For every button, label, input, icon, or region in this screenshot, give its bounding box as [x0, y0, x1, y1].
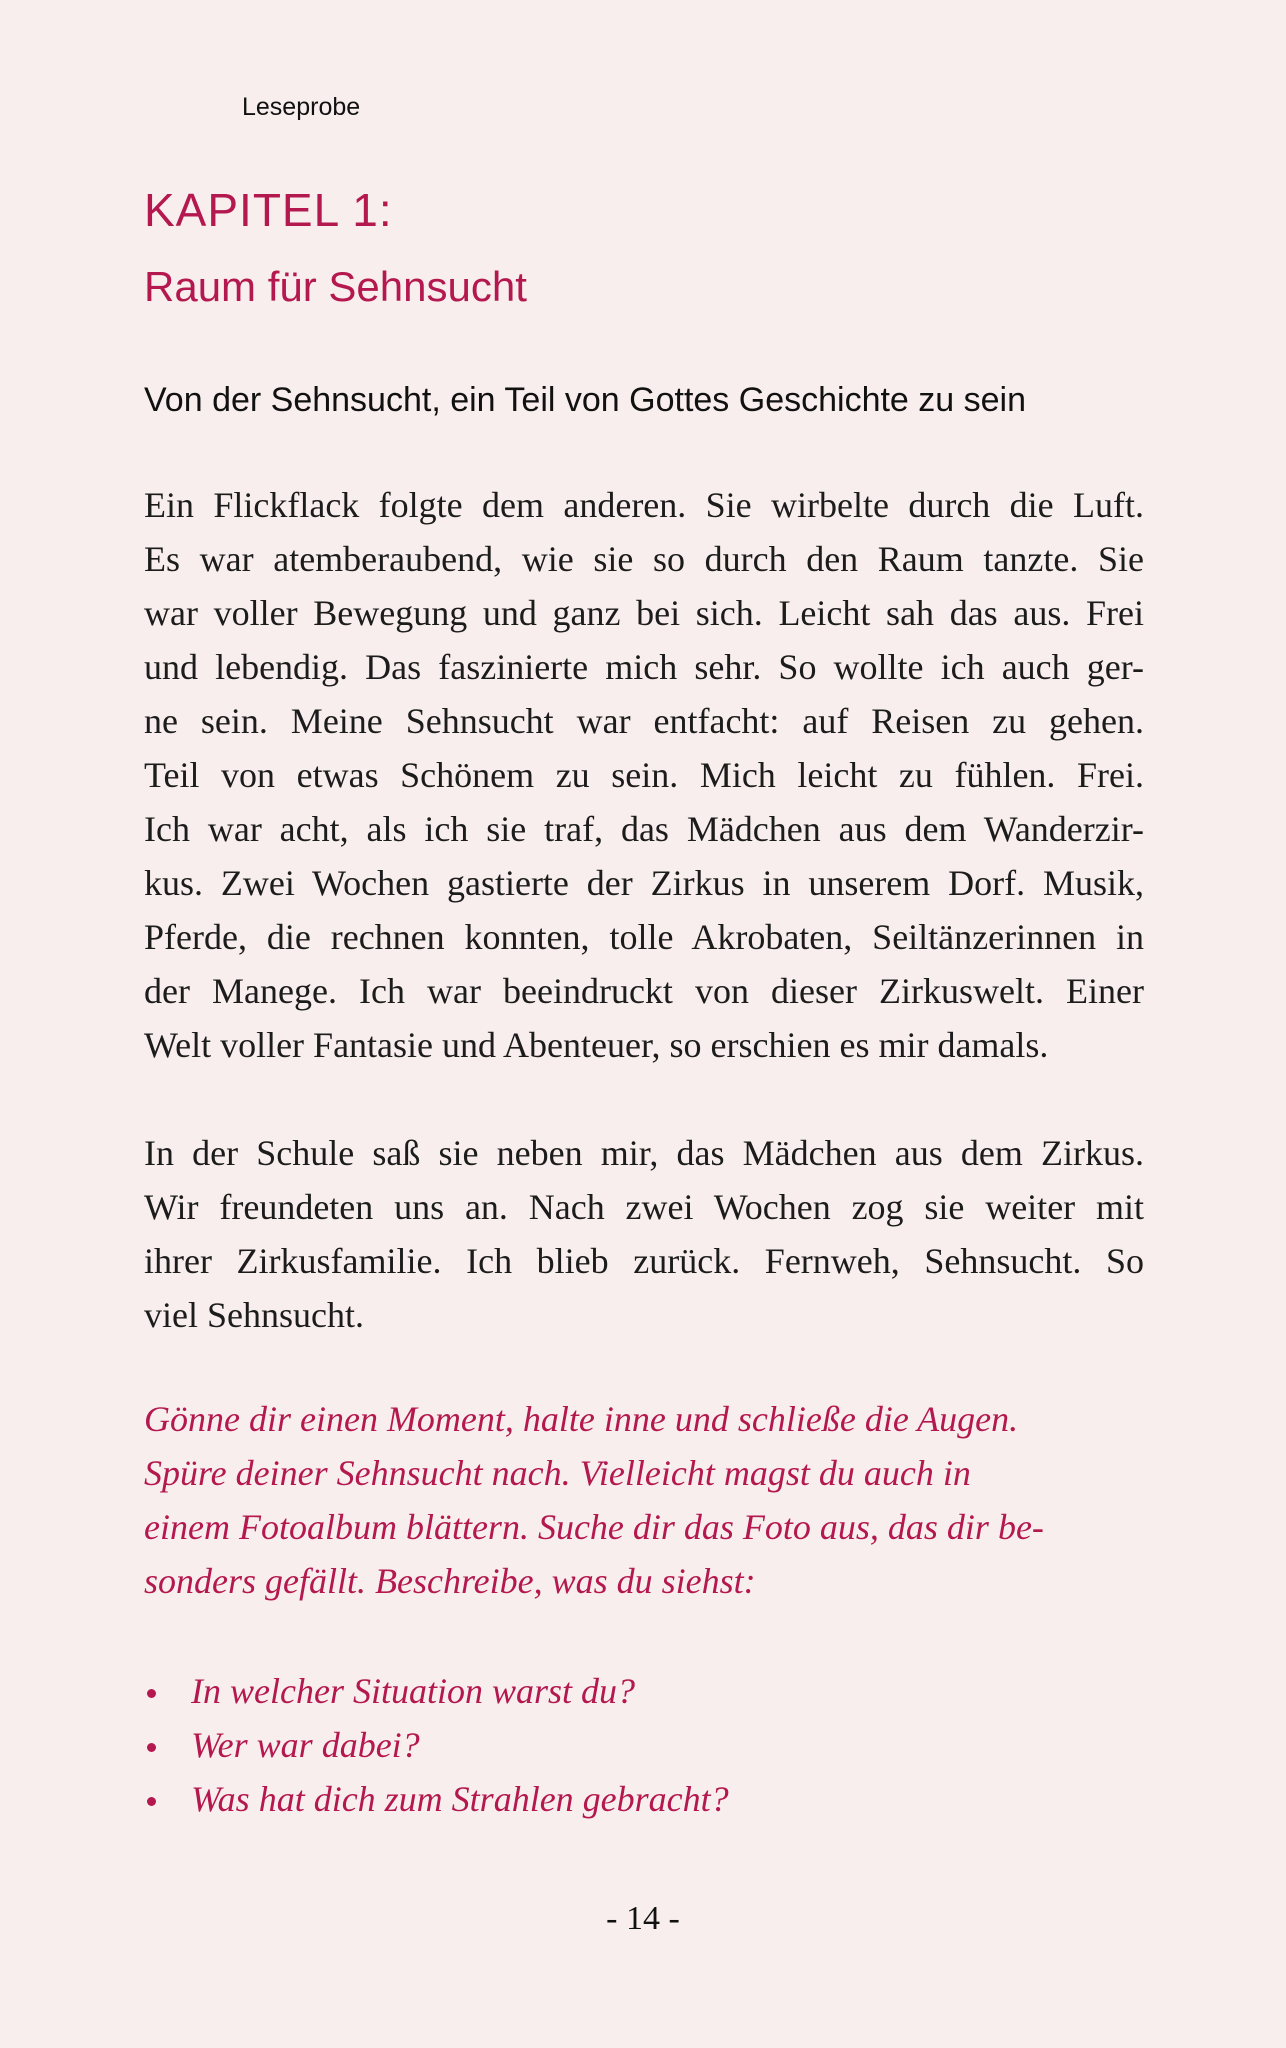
body-paragraph — [144, 1126, 1144, 1342]
exercise-line: sonders gefällt. Beschreibe, was du siehst: — [144, 1561, 756, 1601]
paragraph-line: Ein Flickflack folgte dem anderen. Sie wirbelte durch die Luft. — [144, 485, 1144, 525]
paragraph-line: kus. Zwei Wochen gastierte der Zirkus in unserem Dorf. Musik, — [144, 863, 1144, 903]
paragraph-line: Es war atemberaubend, wie sie so durch den Raum tanzte. Sie — [144, 539, 1144, 579]
list-item — [144, 1772, 1144, 1826]
bullet-icon — [147, 1797, 156, 1806]
paragraph-line: Teil von etwas Schönem zu sein. Mich leicht zu fühlen. Frei. — [144, 755, 1144, 795]
paragraph-line: viel Sehnsucht. — [144, 1295, 364, 1335]
question-text: Wer war dabei? — [191, 1725, 420, 1765]
question-text: In welcher Situation warst du? — [191, 1671, 635, 1711]
paragraph-line: ne sein. Meine Sehnsucht war entfacht: auf Reisen zu gehen. — [144, 701, 1144, 741]
paragraph-line: Welt voller Fantasie und Abenteuer, so erschien es mir damals. — [144, 1025, 1049, 1065]
exercise-line: einem Fotoalbum blättern. Suche dir das Foto aus, das dir be- — [144, 1507, 1044, 1547]
paragraph-line: Pferde, die rechnen konnten, tolle Akrobaten, Seiltänzerinnen in — [144, 917, 1144, 957]
paragraph-line: und lebendig. Das faszinierte mich sehr. So wollte ich auch ger- — [144, 647, 1144, 687]
bullet-icon — [147, 1743, 156, 1752]
exercise-line: Gönne dir einen Moment, halte inne und schließe die Augen. — [144, 1399, 1019, 1439]
paragraph-line: der Manege. Ich war beeindruckt von dieser Zirkuswelt. Einer — [144, 971, 1144, 1011]
chapter-number: KAPITEL 1: — [144, 184, 393, 236]
exercise-line: Spüre deiner Sehnsucht nach. Vielleicht magst du auch in — [144, 1453, 971, 1493]
list-item — [144, 1664, 1144, 1718]
body-paragraph — [144, 478, 1144, 1072]
chapter-title: Raum für Sehnsucht — [144, 263, 527, 310]
list-item — [144, 1718, 1144, 1772]
paragraph-line: Ich war acht, als ich sie traf, das Mädchen aus dem Wanderzir- — [144, 809, 1144, 849]
question-text: Was hat dich zum Strahlen gebracht? — [191, 1779, 729, 1819]
paragraph-line: war voller Bewegung und ganz bei sich. Leicht sah das aus. Frei — [144, 593, 1144, 633]
exercise-paragraph — [144, 1392, 1144, 1608]
question-list — [144, 1664, 1144, 1826]
bullet-icon — [147, 1689, 156, 1698]
page-number: - 14 - — [606, 1900, 680, 1937]
paragraph-line: Wir freundeten uns an. Nach zwei Wochen zog sie weiter mit — [144, 1187, 1144, 1227]
page-label: Leseprobe — [242, 93, 361, 121]
paragraph-line: In der Schule saß sie neben mir, das Mädchen aus dem Zirkus. — [144, 1133, 1144, 1173]
paragraph-line: ihrer Zirkusfamilie. Ich blieb zurück. Fernweh, Sehnsucht. So — [144, 1241, 1144, 1281]
section-heading: Von der Sehnsucht, ein Teil von Gottes Geschichte zu sein — [144, 381, 1027, 419]
